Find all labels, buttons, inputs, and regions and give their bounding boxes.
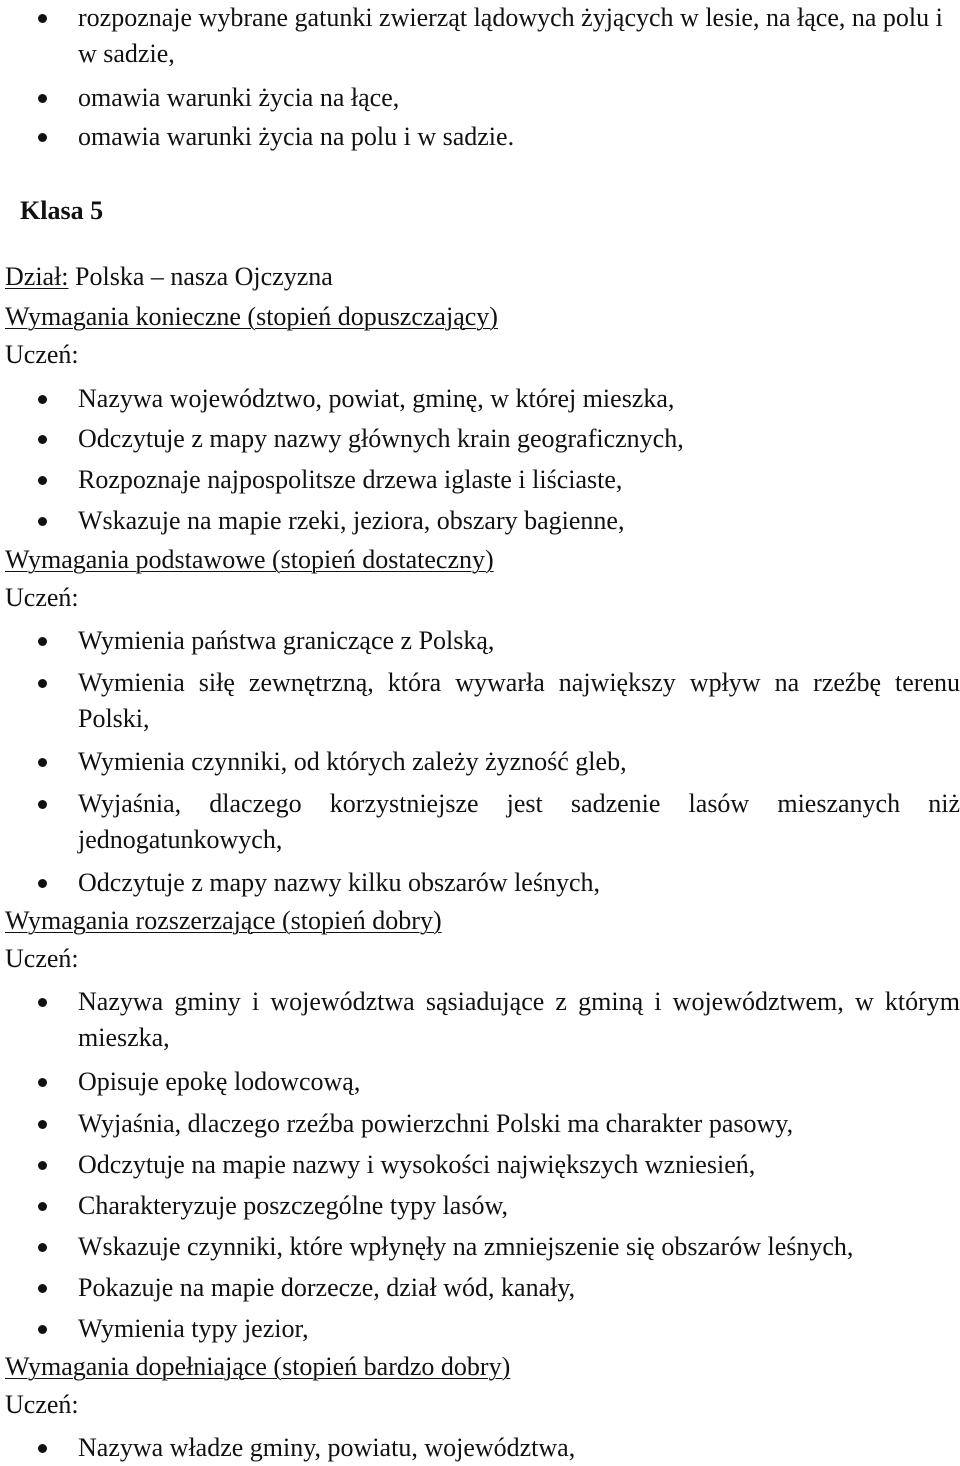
bullet-icon <box>38 800 47 809</box>
bullet-icon <box>38 1444 47 1453</box>
list-item: Rozpoznaje najpospolitsze drzewa iglaste i liściaste, <box>78 465 623 494</box>
bullet-icon <box>38 395 47 404</box>
class-heading: Klasa 5 <box>20 196 104 225</box>
list-item: Nazywa gminy i województwa sąsiadujące z gminą i województwem, w którym mieszka, <box>78 987 960 1052</box>
list-item: Odczytuje z mapy nazwy głównych krain geograficznych, <box>78 424 684 453</box>
list-item: Odczytuje na mapie nazwy i wysokości największych wzniesień, <box>78 1150 756 1179</box>
bullet-icon <box>38 1325 47 1334</box>
bullet-icon <box>38 1078 47 1087</box>
list-item: Nazywa władze gminy, powiatu, województwa, <box>78 1433 576 1462</box>
student-label: Uczeń: <box>5 944 79 973</box>
list-item: Wyjaśnia, dlaczego rzeźba powierzchni Polski ma charakter pasowy, <box>78 1109 794 1138</box>
list-item: omawia warunki życia na polu i w sadzie. <box>78 122 515 151</box>
bullet-icon <box>38 998 47 1007</box>
list-item: Charakteryzuje poszczególne typy lasów, <box>78 1191 509 1220</box>
list-item: Wyjaśnia, dlaczego korzystniejsze jest sadzenie lasów mieszanych niż jednogatunkowych, <box>78 789 960 854</box>
student-label: Uczeń: <box>5 1390 79 1419</box>
list-item: Wymienia siłę zewnętrzną, która wywarła największy wpływ na rzeźbę terenu Polski, <box>78 668 960 733</box>
bullet-icon <box>38 637 47 646</box>
bullet-icon <box>38 435 47 444</box>
bullet-icon <box>38 14 47 23</box>
list-item: Wskazuje na mapie rzeki, jeziora, obszary bagienne, <box>78 506 625 535</box>
bullet-icon <box>38 1243 47 1252</box>
group-heading: Wymagania rozszerzające (stopień dobry) <box>5 906 442 935</box>
student-label: Uczeń: <box>5 583 79 612</box>
bullet-icon <box>38 94 47 103</box>
list-item: Odczytuje z mapy nazwy kilku obszarów leśnych, <box>78 868 601 897</box>
group-heading: Wymagania konieczne (stopień dopuszczający) <box>5 302 498 331</box>
list-item: Wymienia państwa graniczące z Polską, <box>78 626 495 655</box>
list-item: Nazywa województwo, powiat, gminę, w której mieszka, <box>78 384 675 413</box>
section-line <box>5 262 333 292</box>
list-item: Wymienia typy jezior, <box>78 1314 309 1343</box>
bullet-icon <box>38 476 47 485</box>
group-heading: Wymagania podstawowe (stopień dostateczny) <box>5 545 494 574</box>
bullet-icon <box>38 879 47 888</box>
bullet-icon <box>38 1120 47 1129</box>
bullet-icon <box>38 1284 47 1293</box>
bullet-icon <box>38 758 47 767</box>
list-item: omawia warunki życia na łące, <box>78 83 400 112</box>
list-item: Opisuje epokę lodowcową, <box>78 1067 361 1096</box>
list-item: rozpoznaje wybrane gatunki zwierząt lądowych żyjących w lesie, na łące, na polu i w sadzie, <box>78 3 943 68</box>
bullet-icon <box>38 517 47 526</box>
section-label: Dział: <box>5 262 69 291</box>
list-item: Wskazuje czynniki, które wpłynęły na zmniejszenie się obszarów leśnych, <box>78 1232 854 1261</box>
student-label: Uczeń: <box>5 340 79 369</box>
list-item: Pokazuje na mapie dorzecze, dział wód, kanały, <box>78 1273 576 1302</box>
bullet-icon <box>38 1202 47 1211</box>
group-heading: Wymagania dopełniające (stopień bardzo dobry) <box>5 1352 511 1381</box>
bullet-icon <box>38 133 47 142</box>
list-item: Wymienia czynniki, od których zależy żyzność gleb, <box>78 747 627 776</box>
bullet-icon <box>38 679 47 688</box>
bullet-icon <box>38 1161 47 1170</box>
section-title: Polska – nasza Ojczyzna <box>75 262 333 291</box>
